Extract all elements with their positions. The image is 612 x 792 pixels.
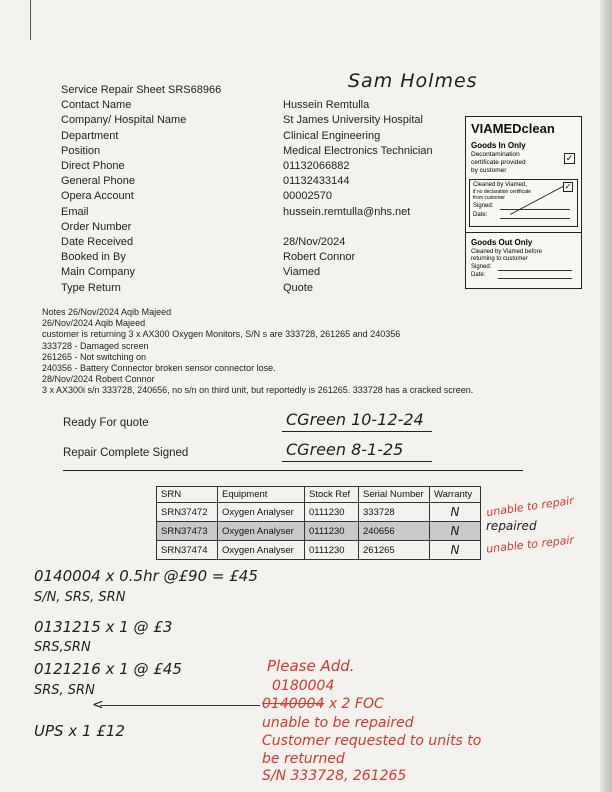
red-note-line: 0180004 [272, 678, 335, 694]
row-annotation: unable to repair [485, 493, 575, 520]
note-line: 3 x AX300i s/n 333728, 240656, no s/n on third unit, but reportedly is 261265. 333728 has a cracked screen. [42, 385, 474, 396]
handwritten-line: S/N, SRS, SRN [34, 590, 126, 605]
field-label: Main Company [61, 266, 135, 279]
sheet-title: Service Repair Sheet SRS68966 [61, 84, 222, 96]
red-note-line: S/N 333728, 261265 [262, 768, 407, 784]
note-line: customer is returning 3 x AX300 Oxygen Monitors, S/N s are 333728, 261265 and 240356 [42, 329, 401, 340]
field-label: Date Received [61, 236, 134, 248]
repair-complete-label: Repair Complete Signed [63, 447, 189, 459]
red-note-line: Please Add. [267, 657, 355, 675]
table-cell-equipment: Oxygen Analyser [218, 541, 305, 560]
handwritten-line: 0121216 x 1 @ £45 [34, 660, 182, 678]
table-cell-srn: SRN37473 [157, 522, 218, 541]
signed-line [498, 270, 572, 271]
red-note-qty: x 2 FOC [328, 696, 384, 712]
ready-for-quote-signature: CGreen 10-12-24 [286, 410, 424, 429]
goods-in-line: Decontamination [471, 151, 520, 158]
handwritten-line: 0131215 x 1 @ £3 [34, 618, 173, 636]
table-cell-stock-ref: 0111230 [305, 541, 359, 560]
field-label: Direct Phone [61, 160, 125, 172]
warranty-handwritten: N [450, 543, 460, 557]
cleaned-line: if no declaration certificate [473, 189, 532, 195]
field-value: 01132433144 [283, 175, 350, 188]
note-line: 26/Nov/2024 Aqib Majeed [42, 318, 146, 329]
table-header: Equipment [218, 487, 305, 503]
field-value: 28/Nov/2024 [283, 236, 346, 248]
table-cell-warranty [430, 522, 481, 541]
repair-complete-line [282, 461, 432, 462]
table-cell-equipment: Oxygen Analyser [218, 503, 305, 522]
field-value: Viamed [283, 266, 321, 279]
field-value: 00002570 [283, 190, 332, 203]
goods-in-line: certificate provided [471, 159, 526, 166]
red-note-line [262, 695, 384, 713]
note-line: 333728 - Damaged screen [42, 340, 149, 351]
date-label: Date: [473, 212, 488, 218]
goods-in-line: by customer [471, 167, 507, 174]
field-label: Type Return [61, 281, 121, 294]
signed-label: Signed: [471, 264, 492, 270]
date-label: Date: [471, 272, 486, 278]
repair-complete-signature: CGreen 8-1-25 [286, 440, 404, 459]
red-note-line: be returned [262, 751, 345, 767]
goods-in-title: Goods In Only [471, 141, 526, 150]
struck-code: 0140004 [262, 696, 325, 712]
srn-table-wrapper [156, 486, 481, 560]
table-header: Warranty [430, 487, 481, 503]
table-cell-serial: 333728 [359, 503, 430, 522]
field-value: 01132066882 [283, 160, 350, 172]
signed-line [500, 209, 570, 210]
viamed-clean-box [465, 116, 582, 289]
table-cell-serial: 240656 [359, 522, 430, 541]
handwritten-arrow-head: < [92, 697, 104, 713]
note-line: 261265 - Not switching on [42, 351, 147, 362]
table-cell-warranty [430, 503, 481, 522]
srn-table [156, 486, 481, 560]
note-line: 240356 - Battery Connector broken sensor connector lose. [42, 363, 276, 373]
date-line [498, 278, 572, 279]
row-annotation: repaired [486, 519, 537, 533]
field-label: Order Number [61, 220, 132, 233]
table-cell-serial: 261265 [359, 541, 430, 560]
table-cell-warranty [430, 541, 481, 560]
field-value: Clinical Engineering [283, 129, 381, 142]
handwritten-name: Sam Holmes [348, 70, 478, 92]
handwritten-line: SRS,SRN [34, 640, 91, 655]
field-label: Contact Name [61, 99, 132, 112]
goods-out-box [466, 232, 581, 289]
field-value: Medical Electronics Technician [283, 144, 433, 157]
field-label: Company/ Hospital Name [61, 114, 187, 127]
table-cell-equipment: Oxygen Analyser [218, 522, 305, 541]
warranty-handwritten: N [450, 505, 460, 519]
page-edge-shadow [600, 0, 612, 792]
goods-out-title: Goods Out Only [471, 238, 533, 247]
cleaned-line: from customer [473, 195, 505, 201]
note-line: 28/Nov/2024 Robert Connor [42, 374, 155, 385]
table-row [157, 522, 481, 541]
table-row [157, 503, 481, 522]
field-value: hussein.remtulla@nhs.net [283, 205, 411, 218]
viamed-brand: VIAMEDclean [471, 121, 555, 136]
date-line [500, 218, 570, 219]
field-value: St James University Hospital [283, 114, 423, 127]
handwritten-arrow [100, 705, 260, 706]
field-label: Booked in By [61, 251, 126, 264]
goods-in-checkbox: ✓ [565, 153, 574, 163]
field-label: Opera Account [61, 190, 134, 203]
table-cell-stock-ref: 0111230 [305, 503, 359, 522]
field-label: Position [61, 144, 101, 157]
table-header: Stock Ref [305, 487, 359, 503]
table-header: Serial Number [359, 487, 430, 503]
handwritten-line: 0140004 x 0.5hr @£90 = £45 [34, 567, 258, 585]
table-cell-srn: SRN37474 [157, 541, 218, 560]
row-annotation: unable to repair [485, 533, 575, 556]
red-note-line: unable to be repaired [262, 715, 414, 731]
note-line: Notes 26/Nov/2024 Aqib Majeed [42, 307, 172, 317]
field-value: Hussein Remtulla [283, 99, 370, 112]
table-row [157, 541, 481, 560]
goods-out-line: Cleaned by Viamed before [471, 249, 542, 255]
red-note-line: Customer requested to units to [262, 733, 482, 749]
field-value: Quote [283, 281, 313, 294]
cleaned-by-viamed-box [469, 179, 578, 227]
table-header-row [157, 487, 481, 503]
field-label: Email [61, 205, 89, 218]
handwritten-line: UPS x 1 £12 [34, 722, 125, 740]
section-divider [63, 470, 523, 471]
ready-for-quote-label: Ready For quote [63, 417, 149, 429]
table-header: SRN [157, 487, 218, 503]
table-cell-stock-ref: 0111230 [305, 522, 359, 541]
field-label: Department [61, 129, 119, 142]
handwritten-line: SRS, SRN [34, 683, 95, 698]
signed-label: Signed: [473, 203, 494, 209]
table-cell-srn: SRN37472 [157, 503, 218, 522]
page-edge-mark [30, 0, 31, 40]
cleaned-checkbox: ✓ [564, 182, 572, 191]
goods-out-line: returning to customer [471, 256, 528, 262]
field-label: General Phone [61, 175, 135, 188]
warranty-handwritten: N [450, 524, 460, 538]
ready-for-quote-line [282, 431, 432, 432]
cleaned-line: Cleaned by Viamed, [473, 182, 527, 188]
field-value: Robert Connor [283, 251, 356, 264]
